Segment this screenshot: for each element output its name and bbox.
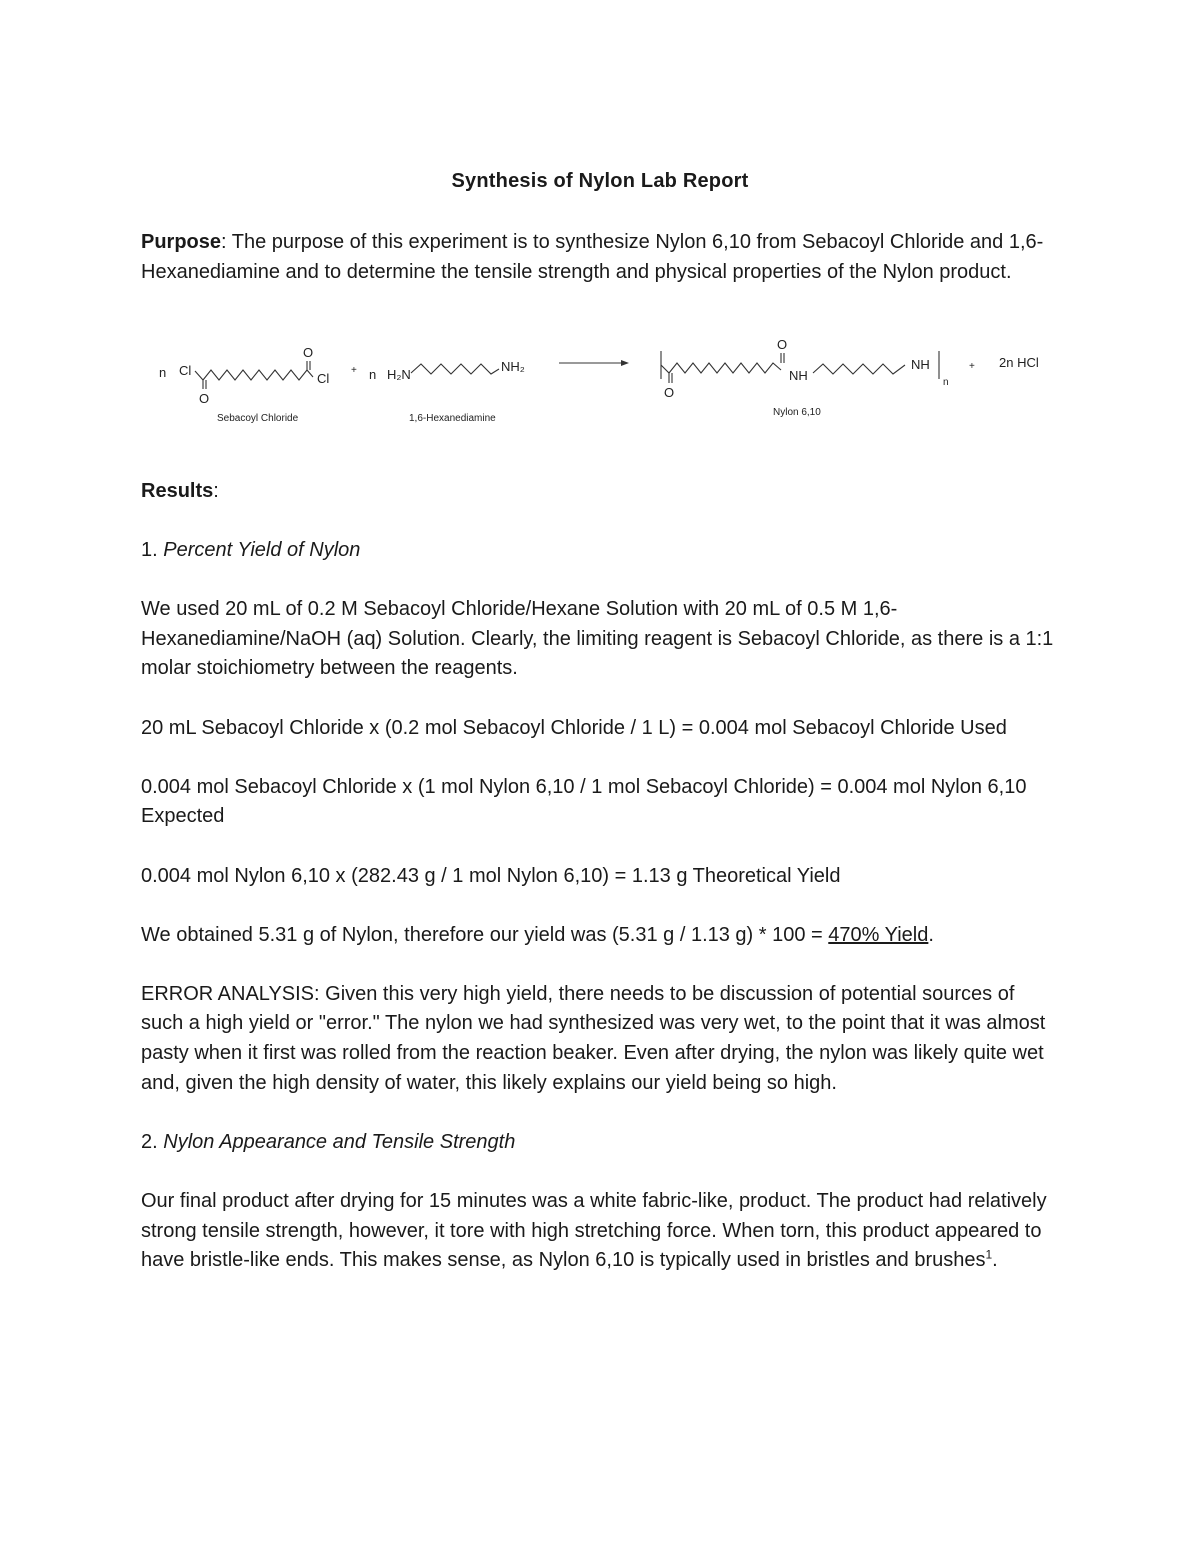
section2-title: Nylon Appearance and Tensile Strength bbox=[163, 1130, 516, 1153]
calc-moles-expected: 0.004 mol Sebacoyl Chloride x (1 mol Nylon 6,10 / 1 mol Sebacoyl Chloride) = 0.004 mol Nylon 6,10 Expected bbox=[141, 775, 1027, 828]
percent-yield-paragraph bbox=[141, 921, 1061, 951]
section2-number: 2. bbox=[141, 1130, 164, 1153]
purpose-heading: Purpose bbox=[141, 231, 222, 253]
purpose-paragraph bbox=[141, 228, 1061, 287]
reagents-paragraph: We used 20 mL of 0.2 M Sebacoyl Chloride/Hexane Solution with 20 mL of 0.5 M 1,6-Hexanediamine/NaOH (aq) Solution. Clearly, the limiting reagent is Sebacoyl Chloride, as there is a 1:1 molar stoichiometry between the reagents. bbox=[141, 598, 1054, 680]
product-acid-chain bbox=[661, 363, 781, 373]
error-analysis-paragraph: ERROR ANALYSIS: Given this very high yield, there needs to be discussion of potential sources of such a high yield or "error." The nylon we had synthesized was very wet, to the point that it was almost pasty when it first was rolled from the reaction beaker. Even after drying, the nylon was likely quite wet and, given the high density of water, this likely explains our yield being so high. bbox=[141, 982, 1046, 1094]
reactant1-o-bottom: O bbox=[199, 390, 210, 406]
reactant2-chain bbox=[411, 364, 499, 374]
section1-heading bbox=[141, 536, 1061, 566]
product-nh2: NH bbox=[911, 356, 930, 372]
appearance-paragraph bbox=[141, 1187, 1061, 1276]
product-o-bottom: O bbox=[664, 384, 675, 400]
reactant1-coefficient: n bbox=[159, 364, 167, 380]
product-nh1: NH bbox=[789, 367, 808, 383]
product-label: Nylon 6,10 bbox=[773, 406, 821, 418]
byproduct-hcl: 2n HCl bbox=[999, 354, 1039, 370]
reaction-arrow-head bbox=[621, 360, 629, 366]
product-o-top: O bbox=[777, 336, 788, 352]
reactant1-o-top: O bbox=[303, 344, 314, 360]
yield-text: We obtained 5.31 g of Nylon, therefore our yield was (5.31 g / 1.13 g) * 100 = bbox=[141, 923, 829, 946]
reactant2-label: 1,6-Hexanediamine bbox=[409, 412, 496, 424]
product-amine-chain bbox=[813, 364, 905, 374]
product-repeat-n: n bbox=[943, 376, 949, 388]
section1-title: Percent Yield of Nylon bbox=[163, 538, 361, 561]
results-heading-line bbox=[141, 477, 1061, 507]
reactant1-label: Sebacoyl Chloride bbox=[217, 412, 299, 424]
results-colon: : bbox=[213, 479, 219, 502]
calc-moles-used: 20 mL Sebacoyl Chloride x (0.2 mol Sebacoyl Chloride / 1 L) = 0.004 mol Sebacoyl Chloride Used bbox=[141, 716, 1007, 739]
reactant2-coefficient: n bbox=[369, 366, 377, 382]
calc-theoretical-yield: 0.004 mol Nylon 6,10 x (282.43 g / 1 mol Nylon 6,10) = 1.13 g Theoretical Yield bbox=[141, 864, 841, 887]
footnote-marker: 1 bbox=[985, 1247, 993, 1262]
reactant1-left-atom: Cl bbox=[179, 362, 192, 378]
yield-period: . bbox=[928, 923, 934, 946]
section2-heading bbox=[141, 1128, 1061, 1158]
yield-value: 470% Yield bbox=[828, 923, 929, 946]
plus-sign: + bbox=[351, 364, 357, 376]
purpose-text: : The purpose of this experiment is to synthesize Nylon 6,10 from Sebacoyl Chloride and 1,6-Hexanediamine and to determine the tensile strength and physical properties of the Nylon product. bbox=[141, 231, 1044, 283]
appearance-text: Our final product after drying for 15 minutes was a white fabric-like, product. The product had relatively strong tensile strength, however, it tore with high stretching force. When torn, this product appeared to have bristle-like ends. This makes sense, as Nylon 6,10 is typically used in bristles and brushes bbox=[141, 1190, 1047, 1272]
reactant2-right-group: NH₂ bbox=[501, 358, 525, 374]
section1-number: 1. bbox=[141, 538, 164, 561]
results-heading: Results bbox=[141, 479, 214, 502]
appearance-period: . bbox=[992, 1249, 998, 1272]
report-body bbox=[141, 228, 1061, 1305]
reaction-scheme bbox=[141, 317, 1061, 437]
plus-sign-2: + bbox=[969, 360, 975, 372]
reactant1-chain bbox=[195, 370, 313, 380]
reactant1-right-atom: Cl bbox=[317, 370, 330, 386]
report-title: Synthesis of Nylon Lab Report bbox=[451, 170, 749, 192]
reactant2-left-group: H₂N bbox=[387, 366, 411, 382]
